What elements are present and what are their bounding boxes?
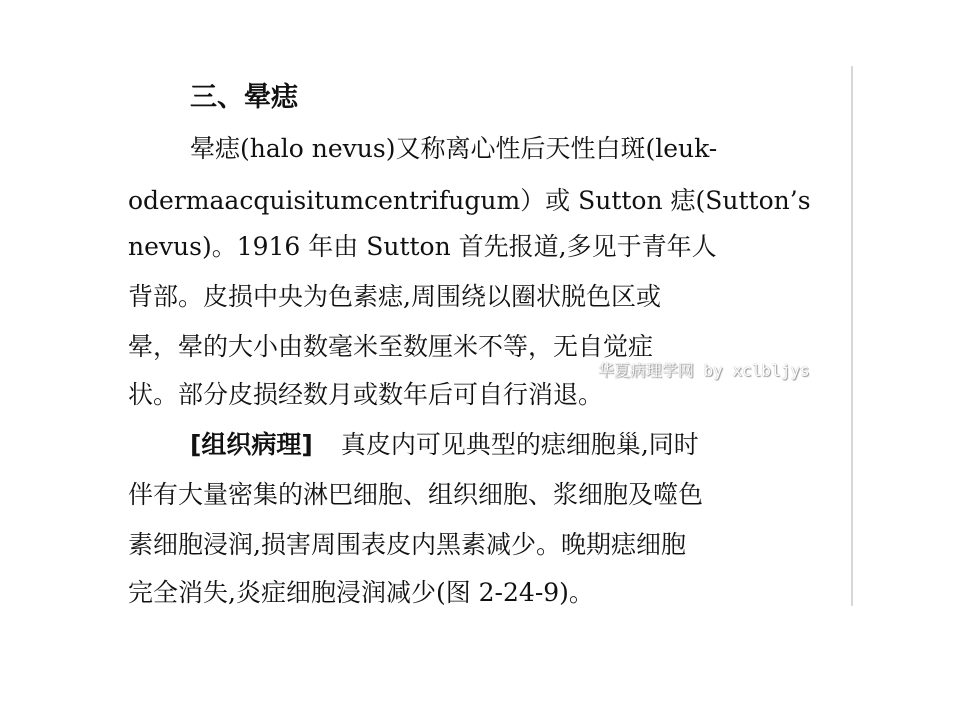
watermark-text: 华夏病理学网 by xclbljys [598,361,810,380]
paragraph-line: 素细胞浸润,损害周围表皮内黑素减少。晚期痣细胞 [128,530,686,559]
paragraph-line: 晕，晕的大小由数毫米至数厘米不等，无自觉症 [128,332,654,361]
paragraph-line: 完全消失,炎症细胞浸润减少(图 2-24-9)。 [128,578,594,607]
paragraph-line [190,428,699,462]
paragraph-line: nevus)。1916 年由 Sutton 首先报道,多见于青年人 [128,232,717,261]
page-edge-divider [851,66,853,606]
paragraph-line: odermaacquisitumcentrifugum）或 Sutton 痣(Sutton’s [128,186,811,215]
paragraph-line: 状。部分皮损经数月或数年后可自行消退。 [128,380,604,409]
paragraph-text: 真皮内可见典型的痣细胞巢,同时 [340,430,699,459]
section-heading: 三、晕痣 [190,82,298,113]
paragraph-line: 晕痣(halo nevus)又称离心性后天性白斑(leuk- [190,134,718,163]
paragraph-line: 背部。皮损中央为色素痣,周围绕以圈状脱色区或 [128,282,661,311]
paragraph-line: 伴有大量密集的淋巴细胞、组织细胞、浆细胞及噬色 [128,480,704,509]
histopathology-label: [组织病理] [190,430,313,459]
